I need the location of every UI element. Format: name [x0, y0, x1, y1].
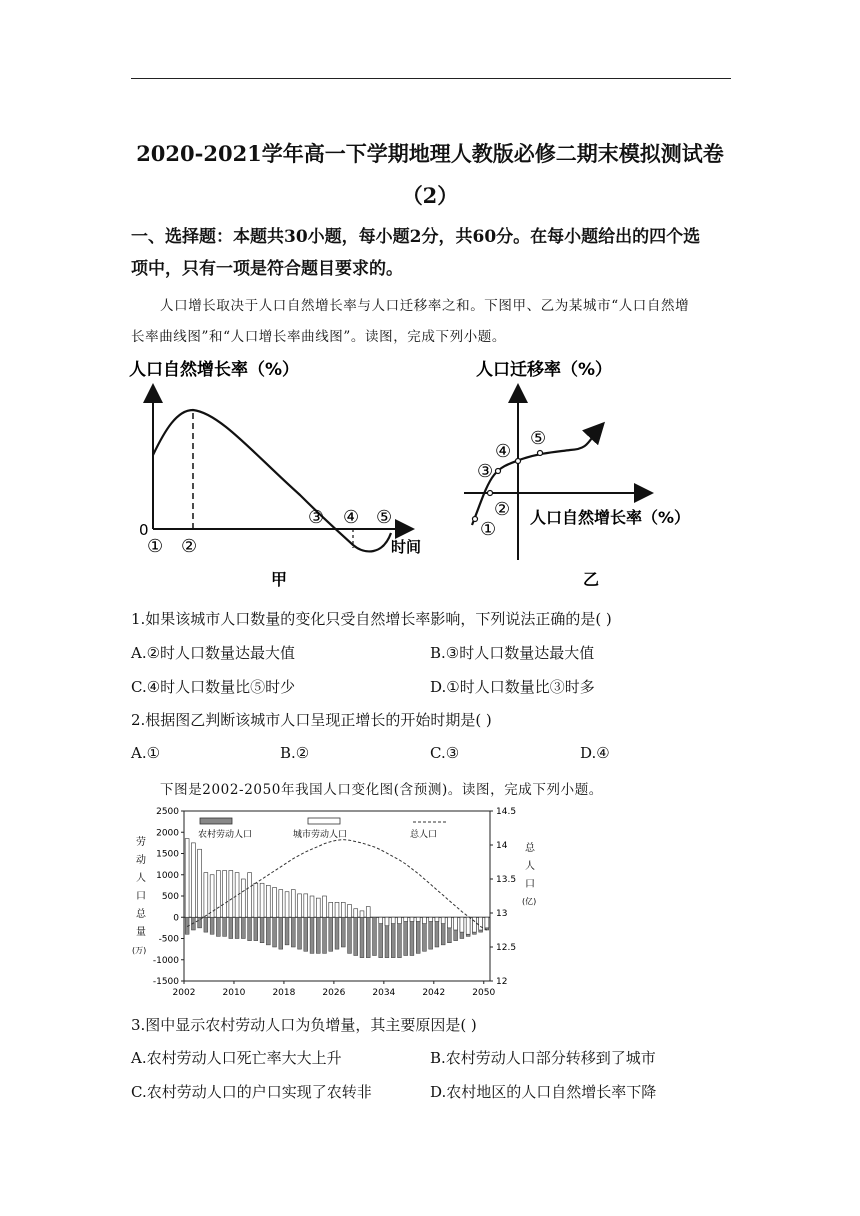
svg-text:量: 量: [136, 927, 146, 938]
urban-bar: [241, 879, 245, 917]
rural-bar: [223, 917, 227, 936]
urban-bar: [291, 890, 295, 918]
section-heading-line1: 一、选择题：本题共30小题，每小题2分，共60分。在每小题给出的四个选: [131, 227, 701, 247]
svg-text:劳: 劳: [136, 837, 146, 848]
rural-bar: [298, 917, 302, 949]
rural-bar: [335, 917, 339, 949]
urban-bar: [335, 902, 339, 917]
jia-zero: 0: [139, 521, 149, 539]
urban-bar: [416, 917, 420, 921]
yi-caption: 乙: [583, 570, 600, 589]
urban-bar: [379, 917, 383, 923]
urban-bar: [354, 909, 358, 918]
urban-bar: [385, 917, 389, 926]
question-2-option-d[interactable]: D.④: [580, 744, 610, 762]
right-tick-label: 14.5: [496, 807, 517, 817]
left-tick-label: 2500: [156, 807, 179, 817]
rural-bar: [373, 917, 377, 955]
yi-point-3: [496, 469, 501, 474]
x-tick-label: 2026: [322, 988, 346, 998]
question-2-stem: 2.根据图乙判断该城市人口呈现正增长的开始时期是( ): [131, 711, 492, 729]
urban-bar: [410, 917, 414, 921]
yi-point-4: [516, 459, 521, 464]
rural-bar: [360, 917, 364, 957]
legend-total-label: 总人口: [410, 830, 438, 840]
question-1-option-d[interactable]: D.①时人口数量比③时多: [430, 678, 595, 696]
legend-rural-label: 农村劳动人口: [198, 830, 253, 840]
left-tick-label: 1500: [156, 849, 179, 860]
jia-mark-2: ②: [181, 536, 198, 557]
urban-bar: [460, 917, 464, 932]
right-tick-label: 13: [496, 909, 508, 919]
question-3-option-b[interactable]: B.农村劳动人口部分转移到了城市: [430, 1049, 656, 1067]
left-tick-label: -1000: [152, 955, 179, 966]
urban-bar: [429, 917, 433, 921]
legend-urban-label: 城市劳动人口: [293, 830, 348, 840]
urban-bar: [310, 896, 314, 917]
rural-bar: [304, 917, 308, 951]
left-tick-label: -500: [158, 934, 179, 945]
figure-jia: [125, 355, 445, 595]
svg-text:人: 人: [525, 861, 535, 872]
header-rule: [131, 78, 731, 79]
rural-bar: [348, 917, 352, 953]
yi-mark-5: ⑤: [530, 428, 547, 449]
left-tick-label: 1000: [156, 870, 179, 881]
jia-ylabel: 人口自然增长率（%）: [129, 360, 300, 380]
rural-bar: [410, 917, 414, 955]
urban-bar: [254, 883, 258, 917]
rural-bar: [260, 917, 264, 943]
urban-bar: [479, 917, 483, 930]
rural-bar: [216, 917, 220, 936]
urban-bar: [472, 917, 476, 932]
population-chart: [128, 803, 548, 1003]
urban-bar: [248, 873, 252, 918]
urban-bar: [454, 917, 458, 930]
rural-bar: [354, 917, 358, 955]
left-tick-label: 2000: [156, 828, 179, 839]
rural-bar: [416, 917, 420, 953]
rural-bar: [310, 917, 314, 953]
yi-mark-1: ①: [480, 519, 497, 540]
question-3-option-a[interactable]: A.农村劳动人口死亡率大大上升: [131, 1049, 342, 1067]
urban-bar: [398, 917, 402, 923]
legend-urban-swatch: [308, 818, 340, 824]
svg-text:动: 动: [136, 855, 146, 866]
rural-bar: [341, 917, 345, 947]
intro-paragraph-2: 下图是2002-2050年我国人口变化图(含预测)。读图，完成下列小题。: [160, 782, 603, 798]
urban-bar: [341, 902, 345, 917]
yi-mark-4: ④: [495, 441, 512, 462]
urban-bar: [198, 849, 202, 917]
question-3-option-c[interactable]: C.农村劳动人口的户口实现了农转非: [131, 1083, 372, 1101]
urban-bar: [191, 843, 195, 917]
yi-xlabel: 人口自然增长率（%）: [530, 508, 691, 527]
intro-paragraph-line1: 人口增长取决于人口自然增长率与人口迁移率之和。下图甲、乙为某城市“人口自然增: [160, 298, 690, 314]
yi-point-1: [473, 517, 478, 522]
jia-xlabel: 时间: [391, 538, 422, 556]
urban-bar: [298, 894, 302, 917]
figure-yi: [460, 355, 730, 595]
rural-bar: [279, 917, 283, 949]
yi-ylabel: 人口迁移率（%）: [476, 360, 613, 380]
svg-text:(亿): (亿): [522, 897, 537, 906]
svg-text:口: 口: [525, 879, 535, 890]
urban-bar: [391, 917, 395, 923]
svg-text:(万): (万): [132, 946, 147, 955]
question-3-option-d[interactable]: D.农村地区的人口自然增长率下降: [430, 1083, 657, 1101]
rural-bar: [229, 917, 233, 938]
jia-caption: 甲: [271, 570, 288, 589]
rural-bar: [316, 917, 320, 953]
right-tick-label: 13.5: [496, 875, 517, 885]
exam-title-number: （2）: [401, 183, 459, 208]
urban-bar: [216, 871, 220, 918]
rural-bar: [266, 917, 270, 945]
x-tick-label: 2034: [372, 988, 396, 998]
urban-bar: [435, 917, 439, 921]
urban-bar: [329, 902, 333, 917]
svg-text:人: 人: [136, 873, 146, 884]
right-tick-label: 12: [496, 977, 508, 987]
jia-mark-5: ⑤: [376, 507, 393, 528]
urban-bar: [422, 917, 426, 923]
x-tick-label: 2050: [472, 988, 496, 998]
question-1-option-a[interactable]: A.②时人口数量达最大值: [131, 644, 296, 662]
legend-rural-swatch: [200, 818, 232, 824]
rural-bar: [323, 917, 327, 953]
yi-mark-2: ②: [494, 499, 511, 520]
svg-text:口: 口: [136, 891, 146, 902]
yi-mark-3: ③: [477, 461, 494, 482]
right-tick-label: 14: [496, 841, 508, 851]
urban-bar: [366, 907, 370, 918]
rural-bar: [241, 917, 245, 938]
rural-bar: [273, 917, 277, 947]
left-tick-label: 0: [173, 913, 179, 924]
left-tick-label: -1500: [152, 977, 179, 987]
urban-bar: [323, 896, 327, 917]
question-1-stem: 1.如果该城市人口数量的变化只受自然增长率影响，下列说法正确的是( ): [131, 610, 612, 628]
right-axis-title: [522, 841, 536, 906]
left-tick-label: 500: [161, 892, 179, 902]
x-tick-label: 2042: [422, 988, 446, 998]
question-2-option-b[interactable]: B.②: [280, 744, 310, 762]
intro-paragraph-line2: 长率曲线图”和“人口增长率曲线图”。读图，完成下列小题。: [131, 329, 507, 345]
rural-bar: [366, 917, 370, 957]
rural-bar: [429, 917, 433, 949]
rural-bar: [248, 917, 252, 940]
urban-bar: [266, 885, 270, 917]
rural-bar: [235, 917, 239, 938]
urban-bar: [316, 898, 320, 917]
rural-bar: [210, 917, 214, 934]
question-2-option-c[interactable]: C.③: [430, 744, 460, 762]
jia-mark-4: ④: [343, 507, 360, 528]
urban-bar: [485, 917, 489, 928]
rural-bar: [204, 917, 208, 932]
section-heading-line2: 项中，只有一项是符合题目要求的。: [131, 259, 403, 279]
question-1-option-c[interactable]: C.④时人口数量比⑤时少: [131, 678, 296, 696]
rural-bar: [285, 917, 289, 945]
urban-bar: [304, 894, 308, 917]
svg-text:总: 总: [525, 843, 535, 854]
urban-bar: [285, 892, 289, 918]
right-tick-label: 12.5: [496, 943, 517, 953]
jia-curve: [153, 410, 391, 551]
x-tick-label: 2010: [222, 988, 246, 998]
rural-bar: [404, 917, 408, 955]
exam-title: 2020-2021学年高一下学期地理人教版必修二期末模拟测试卷: [136, 141, 724, 166]
urban-bar: [404, 917, 408, 921]
urban-bar: [441, 917, 445, 923]
rural-bar: [291, 917, 295, 947]
question-3-stem: 3.图中显示农村劳动人口为负增量，其主要原因是( ): [131, 1016, 477, 1034]
urban-bar: [466, 917, 470, 934]
urban-bar: [260, 883, 264, 917]
svg-text:总: 总: [136, 909, 146, 920]
x-tick-label: 2002: [172, 988, 196, 998]
yi-point-5: [538, 451, 543, 456]
x-tick-label: 2018: [272, 988, 296, 998]
left-axis-title: [132, 835, 147, 955]
jia-mark-1: ①: [147, 536, 164, 557]
urban-bar: [223, 871, 227, 918]
question-1-option-b[interactable]: B.③时人口数量达最大值: [430, 644, 595, 662]
urban-bar: [229, 871, 233, 918]
urban-bar: [279, 890, 283, 918]
urban-bar: [348, 905, 352, 918]
yi-point-2: [488, 491, 493, 496]
urban-bar: [273, 888, 277, 918]
urban-bar: [204, 873, 208, 918]
question-2-option-a[interactable]: A.①: [131, 744, 161, 762]
urban-bar: [447, 917, 451, 928]
urban-bar: [185, 839, 189, 918]
urban-bar: [360, 911, 364, 917]
jia-mark-3: ③: [308, 507, 325, 528]
rural-bar: [254, 917, 258, 940]
rural-bar: [329, 917, 333, 951]
